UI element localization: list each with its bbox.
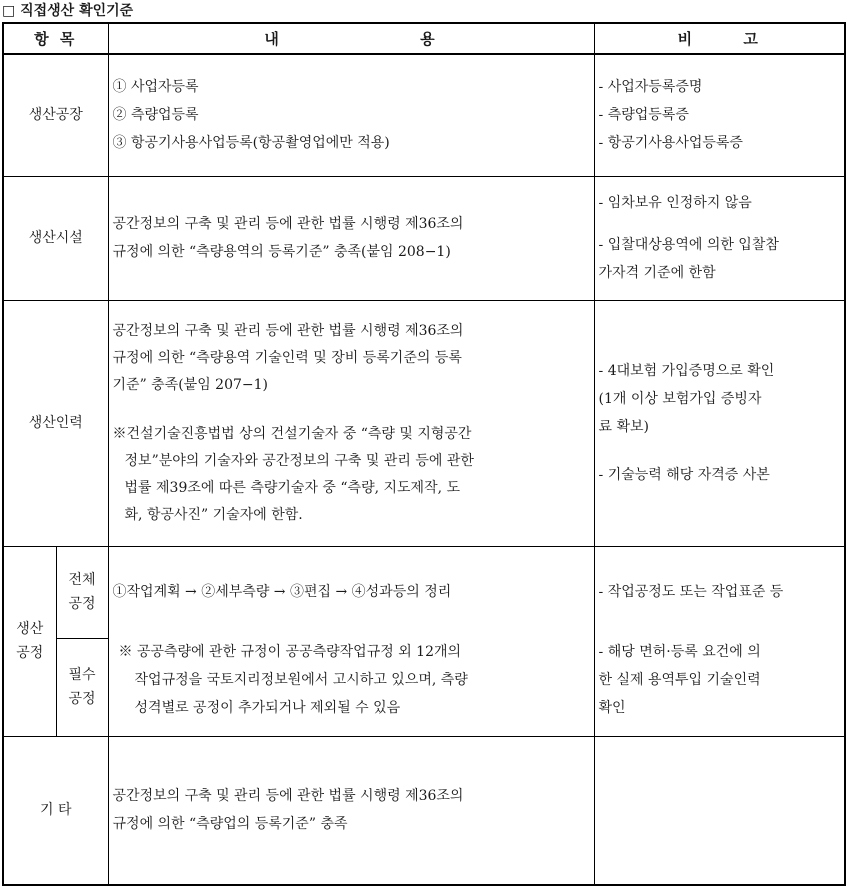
facility-content: 공간정보의 구축 및 관리 등에 관한 법률 시행령 제36조의 규정에 의한 “측량용역의 등록기준” 충족(붙임 208−1) [108,176,594,300]
row-label-facility: 생산시설 [4,176,108,300]
header-remarks: 비 고 [594,24,844,54]
page-title: □ 직접생산 확인기준 [2,3,134,19]
manpower-content: 공간정보의 구축 및 관리 등에 관한 법률 시행령 제36조의 규정에 의한 “측량용역 기술인력 및 장비 등록기준의 등록 기준” 충족(붙임 207−1) ※건설기술진흥법법 상의 건설기술자 중 “측량 및 지형공간 정보”분야의 기술자와 공간정보의 구축 및 관리 등에 관한 법률 제39조에 따른 측량기술자 중 “측량, 지도제작, 도 화, 항공사진” 기술자에 한함. [108,300,594,546]
row-label-other: 기 타 [4,736,108,884]
manpower-remarks: - 4대보험 가입증명으로 확인 (1개 이상 보험가입 증빙자 료 확보) - 기술능력 해당 자격증 사본 [594,300,844,546]
sublabel-all-process: 전체 공정 [56,546,108,638]
other-content: 공간정보의 구축 및 관리 등에 관한 법률 시행령 제36조의 규정에 의한 “측량업의 등록기준” 충족 [108,736,594,884]
header-item: 항 목 [4,24,108,54]
process-all-remarks: - 작업공정도 또는 작업표준 등 [594,546,844,638]
header-content: 내 용 [108,24,594,54]
factory-remarks: - 사업자등록증명 - 측량업등록증 - 항공기사용사업등록증 [594,54,844,176]
row-label-manpower: 생산인력 [4,300,108,546]
factory-content: ① 사업자등록 ② 측량업등록 ③ 항공기사용사업등록(항공촬영업에만 적용) [108,54,594,176]
row-label-factory: 생산공장 [4,54,108,176]
facility-remarks: - 임차보유 인정하지 않음 - 입찰대상용역에 의한 입찰참 가자격 기준에 한함 [594,176,844,300]
process-required-remarks: - 해당 면허·등록 요건에 의 한 실제 용역투입 기술인력 확인 [594,638,844,736]
process-note: ※ 공공측량에 관한 규정이 공공측량작업규정 외 12개의 작업규정을 국토지리정보원에서 고시하고 있으며, 측량 성격별로 공정이 추가되거나 제외될 수 있음 [108,638,594,736]
other-remarks [594,736,844,884]
process-all-content: ①작업계획 → ②세부측량 → ③편집 → ④성과등의 정리 [108,546,594,638]
row-label-process: 생산 공정 [4,546,56,736]
criteria-table [2,22,846,886]
sublabel-required-process: 필수 공정 [56,638,108,736]
